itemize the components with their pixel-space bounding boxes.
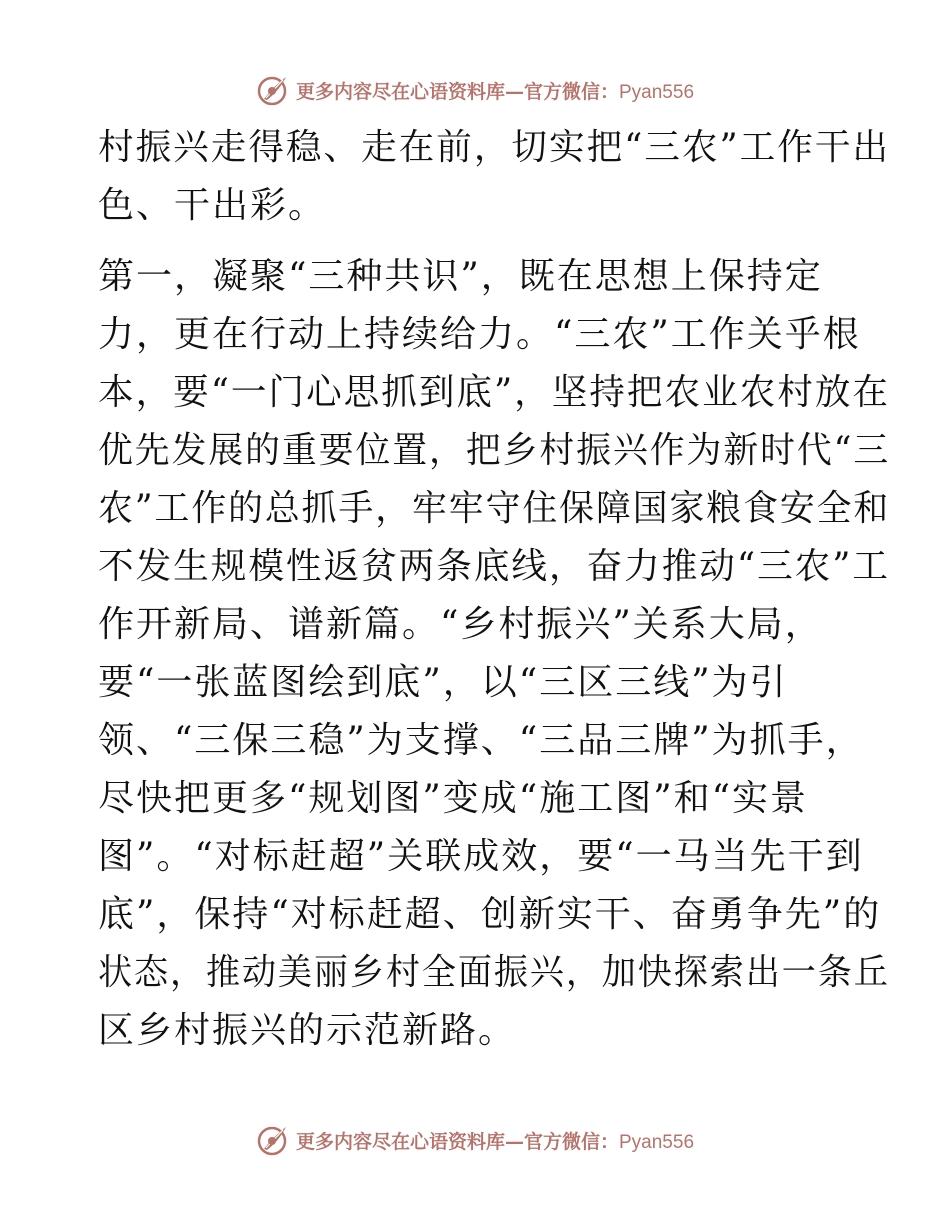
footer-banner [0, 1120, 950, 1160]
text-line: 第一，凝聚“三种共识”，既在思想上保持定 [98, 256, 823, 297]
text-line: 色、干出彩。 [98, 185, 327, 226]
text-line: 尽快把更多“规划图”变成“施工图”和“实景 [98, 778, 809, 819]
text-line: 图”。“对标赶超”关联成效，要“一马当先干到 [98, 836, 864, 877]
text-line: 领、“三保三稳”为支撑、“三品三牌”为抓手， [98, 720, 864, 761]
text-line: 区乡村振兴的示范新路。 [98, 1010, 517, 1051]
banner-text: 更多内容尽在心语资料库—官方微信：Pyan556 [295, 80, 695, 103]
banner-wechat-id: Pyan556 [619, 1131, 695, 1153]
banner-wechat-id: Pyan556 [619, 81, 695, 103]
text-line: 作开新局、谱新篇。“乡村振兴”关系大局， [98, 604, 823, 645]
text-line: 力，更在行动上持续给力。“三农”工作关乎根 [98, 314, 861, 355]
text-line: 状态，推动美丽乡村全面振兴，加快探索出一条丘 [98, 952, 890, 993]
text-line: 本，要“一门心思抓到底”，坚持把农业农村放在 [98, 372, 891, 413]
text-line: 要“一张蓝图绘到底”，以“三区三线”为引 [98, 662, 788, 703]
text-line: 优先发展的重要位置，把乡村振兴作为新时代“三 [98, 430, 891, 471]
text-line: 村振兴走得稳、走在前，切实把“三农”工作干出 [98, 127, 891, 168]
banner-text: 更多内容尽在心语资料库—官方微信：Pyan556 [295, 1130, 695, 1153]
text-line: 农”工作的总抓手，牢牢守住保障国家粮食安全和 [98, 488, 891, 529]
text-line: 底”，保持“对标赶超、创新实干、奋勇争先”的 [98, 894, 882, 935]
feather-pen-logo-icon [256, 1123, 290, 1157]
text-line: 不发生规模性返贫两条底线，奋力推动“三农”工 [98, 546, 891, 587]
